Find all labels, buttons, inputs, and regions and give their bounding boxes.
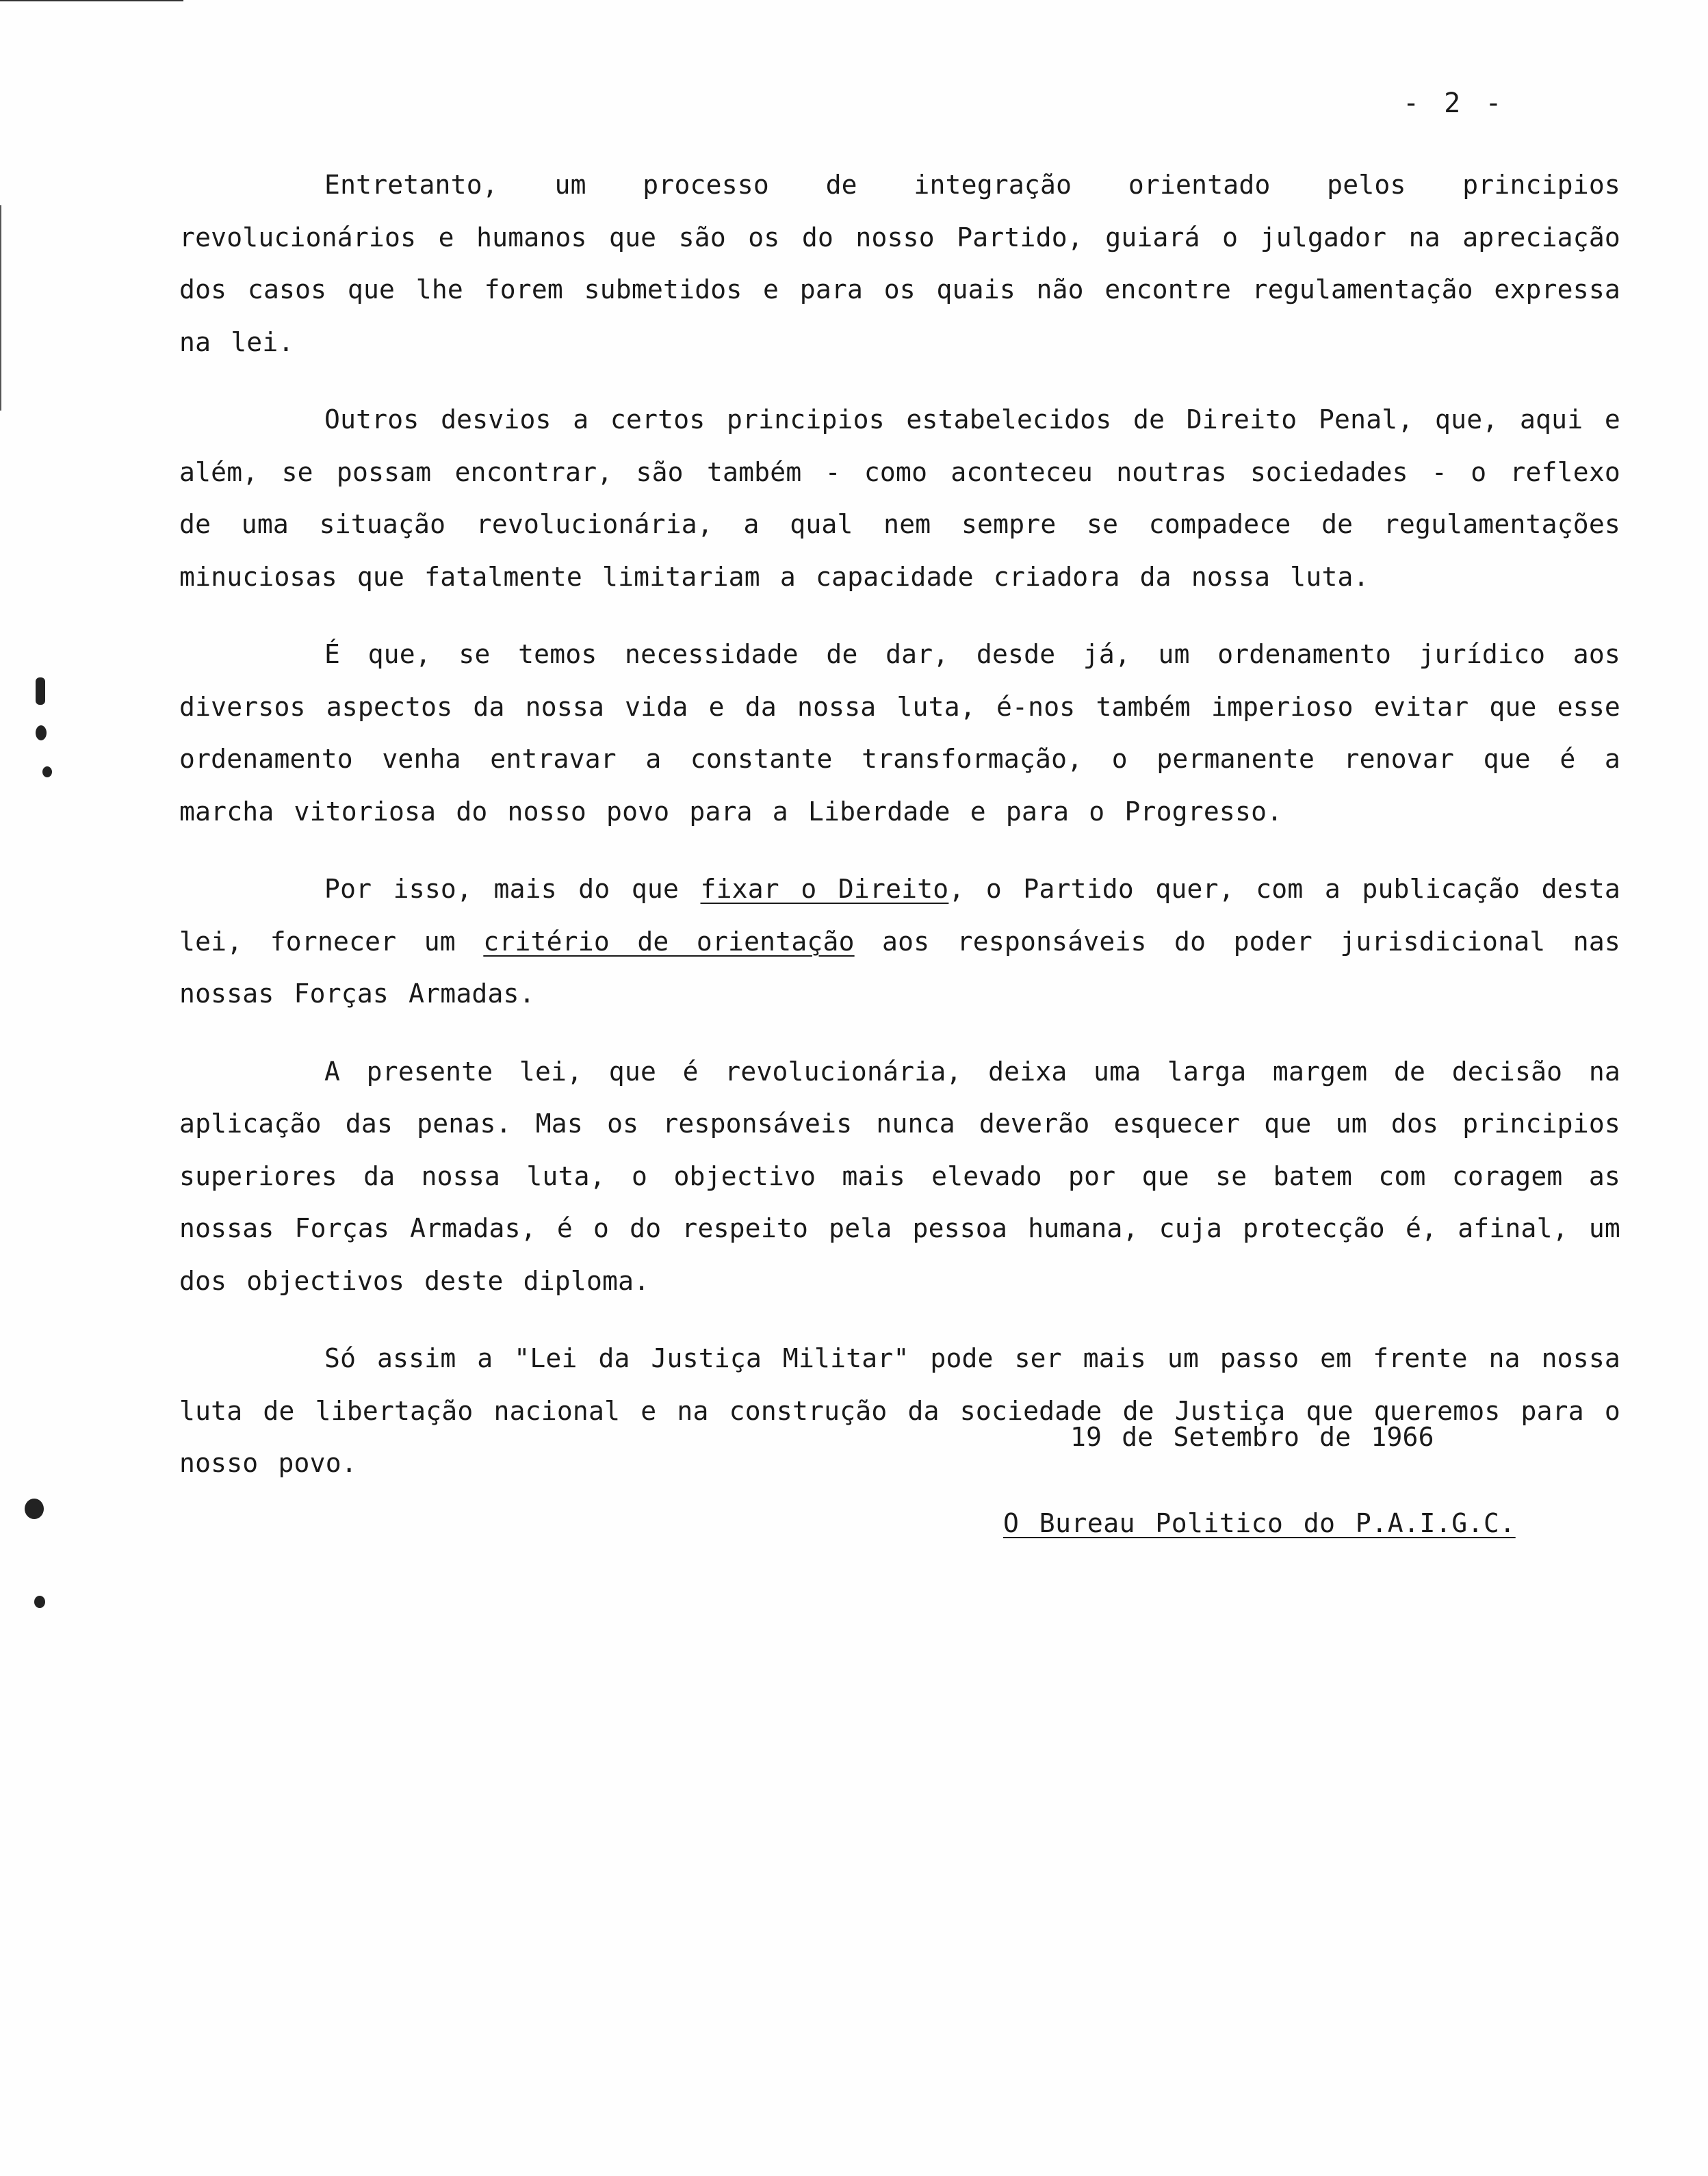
punch-mark: [25, 1499, 44, 1519]
paragraph-1: Entretanto, um processo de integração orientado pelos principios revolucionários e humanos que são os do nosso Partido, guiará o julgador na apreciação dos casos que lhe forem submetidos e para os quais não encontre regulamentação expressa na lei.: [179, 170, 1620, 357]
paragraph-4-text: aos responsáveis do poder jurisdicional nas nossas Forças Armadas.: [179, 926, 1621, 1009]
paragraph-4-text: Por isso, mais do que: [324, 874, 701, 904]
scan-edge-line: [0, 205, 1, 411]
signature-line: O Bureau Politico do P.A.I.G.C.: [1003, 1508, 1516, 1538]
paragraph-6: Só assim a "Lei da Justiça Militar" pode ser mais um passo em frente na nossa luta de libertação nacional e na construção da sociedade de Justiça que queremos para o nosso povo.: [179, 1343, 1620, 1478]
punch-mark: [34, 1596, 45, 1608]
scan-edge-line: [0, 0, 183, 1]
punch-mark: [42, 766, 52, 777]
underlined-phrase-fixar-o-direito: fixar o Direito: [700, 874, 949, 904]
paragraph-4-text: , o Partido quer, com a publicação desta lei, fornecer um: [179, 874, 1620, 957]
punch-mark: [36, 725, 47, 740]
paragraph-3: É que, se temos necessidade de dar, desde já, um ordenamento jurídico aos diversos aspectos da nossa vida e da nossa luta, é-nos também imperioso evitar que esse ordenamento venha entravar a constante transformação, o permanente renovar que é a marcha vitoriosa do nosso povo para a Liberdade e para o Progresso.: [179, 639, 1620, 827]
punch-mark: [36, 677, 45, 705]
body-text: [179, 159, 1620, 1515]
paragraph-4: [179, 863, 1620, 1020]
paragraph-2: Outros desvios a certos principios estabelecidos de Direito Penal, que, aqui e além, se possam encontrar, são também - como aconteceu noutras sociedades - o reflexo de uma situação revolucionária, a qual nem sempre se compadece de regulamentações minuciosas que fatalmente limitariam a capacidade criadora da nossa luta.: [179, 404, 1620, 592]
closing-date: 19 de Setembro de 1966: [1070, 1422, 1434, 1452]
underlined-phrase-criterio-de-orientacao: critério de orientação: [483, 926, 855, 957]
page-number: - 2 -: [1403, 88, 1506, 119]
paragraph-5: A presente lei, que é revolucionária, deixa uma larga margem de decisão na aplicação das penas. Mas os responsáveis nunca deverão esquecer que um dos principios superiores da nossa luta, o objectivo mais elevado por que se batem com coragem as nossas Forças Armadas, é o do respeito pela pessoa humana, cuja protecção é, afinal, um dos objectivos deste diploma.: [179, 1056, 1620, 1296]
